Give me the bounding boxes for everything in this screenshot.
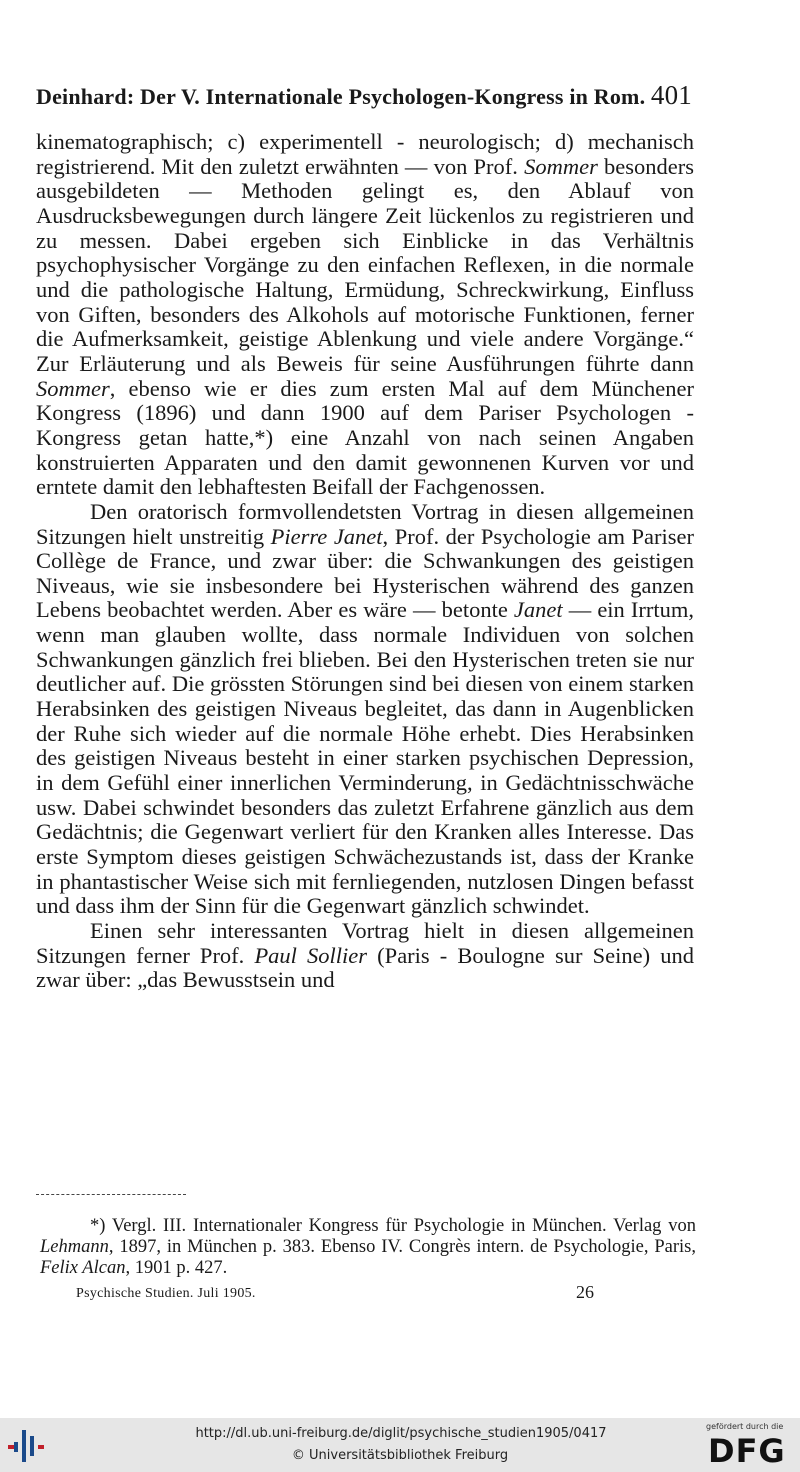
journal-reference: Psychische Studien. Juli 1905. <box>76 1286 256 1301</box>
text-segment: , Prof. der Psychologie am Pariser Collège de France, und zwar über: die Schwankungen des geistigen Niveaus, wie sie insbesondere bei Hysterischen während des ganzen Lebens beobachtet werden. Aber es wäre — betonte <box>36 523 694 623</box>
page-header <box>36 82 696 112</box>
library-logo-icon <box>8 1426 52 1466</box>
body-text <box>36 130 694 993</box>
footnote-segment: , 1901 p. 427. <box>125 1258 228 1278</box>
page-number: 401 <box>650 80 692 110</box>
running-title: Deinhard: Der V. Internationale Psychologen-Kongress in Rom. <box>36 84 646 109</box>
dfg-mark: DFG <box>708 1432 786 1470</box>
text-segment: , ebenso wie er dies zum ersten Mal auf dem Münchener Kongress (1896) und dann 1900 auf dem Pariser Psychologen - Kongress getan hatte,*) eine Anzahl von nach seinen Angaben konstruierten Apparaten und den damit gewonnenen Kurven vor und erntete damit den lebhaftesten Beifall der Fachgenossen. <box>36 375 694 500</box>
footnote-separator <box>36 1194 186 1195</box>
viewer-footer-bar <box>0 1418 800 1472</box>
dfg-note: gefördert durch die <box>706 1422 784 1431</box>
text-segment: kinematographisch; c) experimentell - neurologisch; d) mechanisch registrierend. Mit den zuletzt erwähnten — von Prof. <box>36 129 694 179</box>
copyright-notice: © Universitätsbibliothek Freiburg <box>291 1448 509 1463</box>
text-segment-italic: Sommer <box>36 375 110 401</box>
footnote-segment-italic: Lehmann <box>40 1237 109 1257</box>
footnote-text <box>40 1216 696 1279</box>
text-segment-italic: Janet <box>513 597 563 623</box>
footnote <box>40 1216 696 1279</box>
permalink-url[interactable]: http://dl.ub.uni-freiburg.de/diglit/psychische_studien1905/0417 <box>195 1426 607 1441</box>
paragraph-2 <box>36 500 694 919</box>
footnote-segment: , 1897, in München p. 383. Ebenso IV. Congrès intern. de Psychologie, Paris, <box>108 1237 696 1257</box>
text-segment-italic: Paul Sollier <box>254 942 368 968</box>
footnote-segment-italic: Felix Alcan <box>40 1258 126 1278</box>
footnote-segment: *) Vergl. III. Internationaler Kongress für Psychologie in München. Verlag von <box>90 1216 696 1236</box>
text-segment: Den oratorisch formvollendetsten Vortrag in diesen allgemeinen Sitzungen hielt unstreitig <box>36 498 694 549</box>
text-segment: besonders ausgebildeten — Methoden gelingt es, den Ablauf von Ausdrucksbewegungen durch längere Zeit lückenlos zu registrieren und zu messen. Dabei ergeben sich Einblicke in das Verhältnis psychophysischer Vorgänge zu den einfachen Reflexen, in die normale und die pathologische Haltung, Ermüdung, Schreckwirkung, Einfluss von Giften, besonders des Alkohols auf motorische Funktionen, ferner die Aufmerksamkeit, geistige Ablenkung und viele andere Vorgänge.“ Zur Erläuterung und als Beweis für seine Ausführungen führte dann <box>36 153 695 376</box>
text-segment-italic: Pierre Janet <box>270 523 383 549</box>
text-segment: — ein Irrtum, wenn man glauben wollte, dass normale Individuen von solchen Schwankungen gänzlich frei blieben. Bei den Hysterischen treten sie nur deutlicher auf. Die grössten Störungen sind bei diesen von einem starken Herabsinken des geistigen Niveaus begleitet, das dann in Augenblicken der Ruhe sich wieder auf die normale Höhe erhebt. Dies Herabsinken des geistigen Niveaus besteht in einer starken psychischen Depression, in dem Gefühl einer innerlichen Verminderung, in Gedächtnisschwäche usw. Dabei schwindet besonders das zuletzt Erfahrene gänzlich aus dem Gedächtnis; die Gegenwart verliert für den Kranken alles Interesse. Das erste Symptom dieses geistigen Schwächezustands ist, dass der Kranke in phantastischer Weise sich mit fernliegenden, nutzlosen Dingen befasst und dass ihm der Sinn für die Gegenwart gänzlich schwindet. <box>36 597 695 919</box>
printer-signature: 26 <box>576 1282 594 1302</box>
paragraph-3 <box>36 919 694 993</box>
text-segment: (Paris - Boulogne sur Seine) und zwar über: „das Bewusstsein und <box>36 942 694 993</box>
dfg-logo <box>700 1422 794 1470</box>
page-footer <box>76 1282 636 1306</box>
paragraph-1 <box>36 130 694 500</box>
text-segment: Einen sehr interessanten Vortrag hielt in diesen allgemeinen Sitzungen ferner Prof. <box>36 918 694 968</box>
text-segment-italic: Sommer <box>524 153 598 179</box>
